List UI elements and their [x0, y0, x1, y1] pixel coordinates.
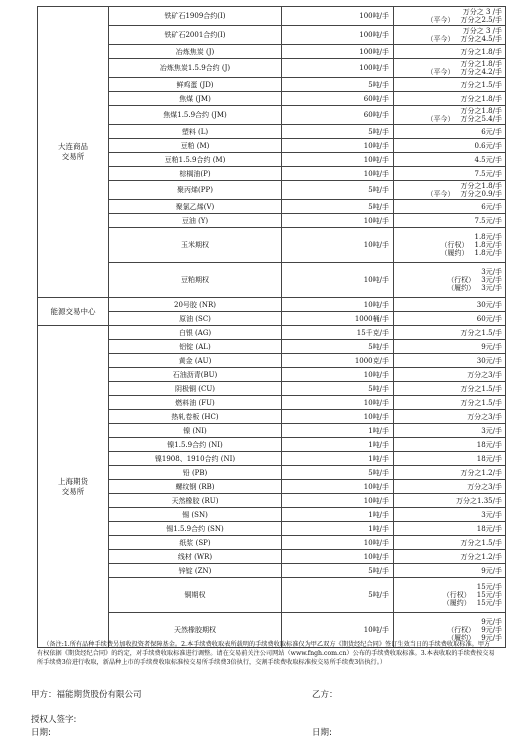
- fee-cell: [394, 466, 506, 480]
- product-name: 焦煤1.5.9合约 (JM): [109, 106, 282, 125]
- product-name: 铅 (PB): [109, 466, 282, 480]
- fee-cell: [394, 382, 506, 396]
- table-row: [38, 125, 506, 139]
- fee-value: 万分之1.2/手: [460, 468, 502, 477]
- product-name: 铝锭 (AL): [109, 340, 282, 354]
- trading-unit: 10吨/手: [282, 228, 394, 263]
- trading-unit: 1000克/手: [282, 354, 394, 368]
- product-name: 天然橡胶 (RU): [109, 494, 282, 508]
- fee-value: 1.8元/手: [474, 241, 502, 249]
- product-name: 聚氯乙烯(V): [109, 200, 282, 214]
- fee-note: （行权） （履约）: [447, 626, 476, 642]
- trading-unit: 5吨/手: [282, 564, 394, 578]
- trading-unit: 5吨/手: [282, 578, 394, 613]
- fee-cell: [394, 7, 506, 26]
- fee-note: （平今）: [426, 68, 455, 76]
- fee-value: 万分之1.35/手: [456, 496, 502, 505]
- fee-value: 18元/手: [476, 524, 502, 533]
- product-name: 天然橡胶期权: [109, 613, 282, 648]
- trading-unit: 5吨/手: [282, 382, 394, 396]
- table-row: [38, 494, 506, 508]
- fee-cell: [394, 26, 506, 45]
- table-row: [38, 7, 506, 26]
- table-row: [38, 438, 506, 452]
- product-name: 热轧卷板 (HC): [109, 410, 282, 424]
- table-row: [38, 92, 506, 106]
- product-name: 石油沥青(BU): [109, 368, 282, 382]
- table-row: [38, 181, 506, 200]
- trading-unit: 60吨/手: [282, 106, 394, 125]
- table-row: [38, 508, 506, 522]
- table-row: [38, 214, 506, 228]
- trading-unit: 1吨/手: [282, 508, 394, 522]
- fee-value: 万分之 3 /手: [462, 27, 502, 35]
- trading-unit: 10吨/手: [282, 536, 394, 550]
- fee-cell: [394, 153, 506, 167]
- table-row: [38, 167, 506, 181]
- party-a-label: 甲方：福能期货股份有限公司: [31, 690, 142, 700]
- product-name: 20号胶 (NR): [109, 298, 282, 312]
- table-row: [38, 45, 506, 59]
- fee-value: 万分之3/手: [467, 482, 502, 491]
- table-row: [38, 153, 506, 167]
- product-name: 原油 (SC): [109, 312, 282, 326]
- table-row: [38, 340, 506, 354]
- table-row: [38, 78, 506, 92]
- table-row: [38, 382, 506, 396]
- trading-unit: 1吨/手: [282, 452, 394, 466]
- trading-unit: 5吨/手: [282, 340, 394, 354]
- product-name: 豆油 (Y): [109, 214, 282, 228]
- fee-cell: [394, 106, 506, 125]
- fee-cell: [394, 410, 506, 424]
- product-name: 白银 (AG): [109, 326, 282, 340]
- trading-unit: 15千克/手: [282, 326, 394, 340]
- table-row: [38, 410, 506, 424]
- fee-table-body: [38, 7, 506, 648]
- table-row: [38, 480, 506, 494]
- product-name: 豆粕1.5.9合约 (M): [109, 153, 282, 167]
- fee-value: 万分之3/手: [467, 370, 502, 379]
- trading-unit: 10吨/手: [282, 480, 394, 494]
- fee-cell: [394, 45, 506, 59]
- fee-cell: [394, 494, 506, 508]
- table-row: [38, 106, 506, 125]
- fee-cell: [394, 452, 506, 466]
- trading-unit: 10吨/手: [282, 396, 394, 410]
- table-row: [38, 59, 506, 78]
- trading-unit: 10吨/手: [282, 613, 394, 648]
- fee-value: 4.5元/手: [474, 155, 502, 164]
- fee-value: 7.5元/手: [474, 216, 502, 225]
- product-name: 铁矿石1909合约(I): [109, 7, 282, 26]
- product-name: 聚丙烯(PP): [109, 181, 282, 200]
- fee-table: [37, 6, 506, 648]
- trading-unit: 10吨/手: [282, 153, 394, 167]
- fee-cell: [394, 139, 506, 153]
- trading-unit: 100吨/手: [282, 26, 394, 45]
- fee-value: 万分之1.5/手: [460, 328, 502, 337]
- fee-value: 万分之0.9/手: [460, 190, 502, 198]
- trading-unit: 10吨/手: [282, 167, 394, 181]
- trading-unit: 1吨/手: [282, 438, 394, 452]
- fee-note: （平今）: [426, 16, 455, 24]
- fee-value: 9元/手: [481, 626, 502, 634]
- fee-value: 万分之1.5/手: [460, 538, 502, 547]
- table-row: [38, 452, 506, 466]
- fee-value: 9元/手: [481, 342, 502, 351]
- fee-value: 万分之1.5/手: [460, 384, 502, 393]
- fee-value: 15元/手: [476, 583, 502, 591]
- fee-value: 30元/手: [476, 300, 502, 309]
- trading-unit: 5吨/手: [282, 200, 394, 214]
- fee-value: 万分之1.8/手: [460, 94, 502, 103]
- trading-unit: 60吨/手: [282, 92, 394, 106]
- fee-value: 万分之1.5/手: [460, 80, 502, 89]
- fee-cell: [394, 578, 506, 613]
- product-name: 镍1.5.9合约 (NI): [109, 438, 282, 452]
- exchange-name: 上海期货 交易所: [38, 326, 109, 648]
- table-row: [38, 564, 506, 578]
- trading-unit: 10吨/手: [282, 139, 394, 153]
- fee-value: 3元/手: [481, 426, 502, 435]
- table-row: [38, 26, 506, 45]
- table-row: [38, 550, 506, 564]
- product-name: 豆粕 (M): [109, 139, 282, 153]
- fee-value: 3元/手: [481, 510, 502, 519]
- fee-value: 万分之5.4/手: [460, 115, 502, 123]
- fee-value: 万分之1.8/手: [460, 107, 502, 115]
- trading-unit: 1吨/手: [282, 424, 394, 438]
- fee-value: 3元/手: [481, 284, 502, 292]
- product-name: 焦煤 (JM): [109, 92, 282, 106]
- table-row: [38, 396, 506, 410]
- product-name: 黄金 (AU): [109, 354, 282, 368]
- fee-value: 万分之2.5/手: [460, 16, 502, 24]
- fee-cell: [394, 326, 506, 340]
- fee-cell: [394, 368, 506, 382]
- fee-cell: [394, 59, 506, 78]
- table-row: [38, 263, 506, 298]
- product-name: 鲜鸡蛋 (JD): [109, 78, 282, 92]
- fee-value: 60元/手: [476, 314, 502, 323]
- product-name: 玉米期权: [109, 228, 282, 263]
- fee-value: 万分之 3 /手: [462, 8, 502, 16]
- fee-cell: [394, 564, 506, 578]
- fee-value: 万分之4.2/手: [460, 68, 502, 76]
- product-name: 螺纹钢 (RB): [109, 480, 282, 494]
- trading-unit: 5吨/手: [282, 466, 394, 480]
- table-row: [38, 578, 506, 613]
- fee-value: 万分之1.5/手: [460, 398, 502, 407]
- party-b-label: 乙方：: [312, 690, 338, 700]
- table-row: [38, 298, 506, 312]
- fee-cell: [394, 167, 506, 181]
- table-row: [38, 368, 506, 382]
- fee-note: （行权） （履约）: [447, 276, 476, 292]
- product-name: 纸浆 (SP): [109, 536, 282, 550]
- product-name: 阴极铜 (CU): [109, 382, 282, 396]
- trading-unit: 5吨/手: [282, 125, 394, 139]
- table-row: [38, 200, 506, 214]
- product-name: 锡 (SN): [109, 508, 282, 522]
- table-row: [38, 326, 506, 340]
- trading-unit: 10吨/手: [282, 263, 394, 298]
- product-name: 线材 (WR): [109, 550, 282, 564]
- trading-unit: 1000桶/手: [282, 312, 394, 326]
- fee-cell: [394, 181, 506, 200]
- fee-value: 6元/手: [481, 202, 502, 211]
- fee-note: （平今）: [426, 35, 455, 43]
- fee-value: 1.8元/手: [474, 249, 502, 257]
- product-name: 镍1908、1910合约 (NI): [109, 452, 282, 466]
- fee-value: 18元/手: [476, 440, 502, 449]
- fee-value: 万分之1.8/手: [460, 47, 502, 56]
- table-row: [38, 354, 506, 368]
- fee-value: 9元/手: [481, 634, 502, 642]
- trading-unit: 10吨/手: [282, 494, 394, 508]
- fee-cell: [394, 508, 506, 522]
- fee-cell: [394, 263, 506, 298]
- fee-cell: [394, 480, 506, 494]
- product-name: 铜期权: [109, 578, 282, 613]
- fee-cell: [394, 522, 506, 536]
- fee-cell: [394, 312, 506, 326]
- fee-note: （行权） （履约）: [440, 241, 469, 257]
- fee-cell: [394, 550, 506, 564]
- fee-note: （平今）: [426, 190, 455, 198]
- table-row: [38, 228, 506, 263]
- table-row: [38, 522, 506, 536]
- fee-cell: [394, 340, 506, 354]
- fee-value: 9元/手: [481, 566, 502, 575]
- fee-value: 万分之4.5/手: [460, 35, 502, 43]
- date-b-label: 日期:: [312, 728, 332, 738]
- product-name: 锌锭 (ZN): [109, 564, 282, 578]
- fee-value: 万分之1.2/手: [460, 552, 502, 561]
- date-a-label: 日期:: [31, 728, 51, 738]
- fee-value: 万分之1.8/手: [460, 182, 502, 190]
- fee-cell: [394, 125, 506, 139]
- table-row: [38, 466, 506, 480]
- fee-value: 9元/手: [481, 618, 502, 626]
- fee-cell: [394, 424, 506, 438]
- fee-cell: [394, 438, 506, 452]
- fee-cell: [394, 78, 506, 92]
- fee-note: （平今）: [426, 115, 455, 123]
- fee-cell: [394, 298, 506, 312]
- fee-cell: [394, 354, 506, 368]
- fee-value: 30元/手: [476, 356, 502, 365]
- table-row: [38, 536, 506, 550]
- table-row: [38, 139, 506, 153]
- table-row: [38, 312, 506, 326]
- trading-unit: 100吨/手: [282, 7, 394, 26]
- remarks: （备注:1.所有品种手续费另加收投资者保障基金。2.本手续费收取表所载明的手续费收取标准仅为甲乙双方《期货经纪合同》签订生效当日的手续费收取标准。甲方有权依据《期货经纪合同》的约定，对手续费收取标准进行调整。请在交易前关注公司网站（www.fngh.com.cn）公布的手续费收取标准。3.本表收取的手续费按交易所手续费3倍进行收取，新晶种上市的手续费收取标准按交易所手续费3倍执行，交割手续费收取标准按交易所手续费3倍执行。）: [37, 641, 495, 666]
- fee-value: 3元/手: [481, 276, 502, 284]
- product-name: 冶炼焦炭1.5.9合约 (J): [109, 59, 282, 78]
- exchange-name: 能源交易中心: [38, 298, 109, 326]
- product-name: 冶炼焦炭 (J): [109, 45, 282, 59]
- exchange-name: 大连商品 交易所: [38, 7, 109, 298]
- product-name: 豆粕期权: [109, 263, 282, 298]
- trading-unit: 10吨/手: [282, 368, 394, 382]
- fee-value: 18元/手: [476, 454, 502, 463]
- trading-unit: 1吨/手: [282, 522, 394, 536]
- product-name: 镍 (NI): [109, 424, 282, 438]
- fee-cell: [394, 396, 506, 410]
- trading-unit: 10吨/手: [282, 410, 394, 424]
- fee-value: 0.6元/手: [474, 141, 502, 150]
- authorized-signature-label: 授权人签字:: [31, 715, 77, 725]
- trading-unit: 5吨/手: [282, 181, 394, 200]
- fee-value: 万分之1.8/手: [460, 60, 502, 68]
- fee-cell: [394, 200, 506, 214]
- trading-unit: 10吨/手: [282, 550, 394, 564]
- fee-value: 15元/手: [476, 591, 502, 599]
- fee-value: 3元/手: [481, 268, 502, 276]
- fee-cell: [394, 536, 506, 550]
- trading-unit: 100吨/手: [282, 59, 394, 78]
- fee-note: （行权） （履约）: [442, 591, 471, 607]
- fee-value: 万分之3/手: [467, 412, 502, 421]
- product-name: 塑料 (L): [109, 125, 282, 139]
- fee-value: 15元/手: [476, 599, 502, 607]
- fee-value: 1.8元/手: [474, 233, 502, 241]
- fee-cell: [394, 228, 506, 263]
- fee-value: 6元/手: [481, 127, 502, 136]
- trading-unit: 10吨/手: [282, 298, 394, 312]
- table-row: [38, 424, 506, 438]
- fee-value: 7.5元/手: [474, 169, 502, 178]
- product-name: 棕榈油(P): [109, 167, 282, 181]
- product-name: 铁矿石2001合约(I): [109, 26, 282, 45]
- fee-cell: [394, 92, 506, 106]
- trading-unit: 100吨/手: [282, 45, 394, 59]
- product-name: 锡1.5.9合约 (SN): [109, 522, 282, 536]
- trading-unit: 10吨/手: [282, 214, 394, 228]
- fee-cell: [394, 214, 506, 228]
- trading-unit: 5吨/手: [282, 78, 394, 92]
- product-name: 燃料油 (FU): [109, 396, 282, 410]
